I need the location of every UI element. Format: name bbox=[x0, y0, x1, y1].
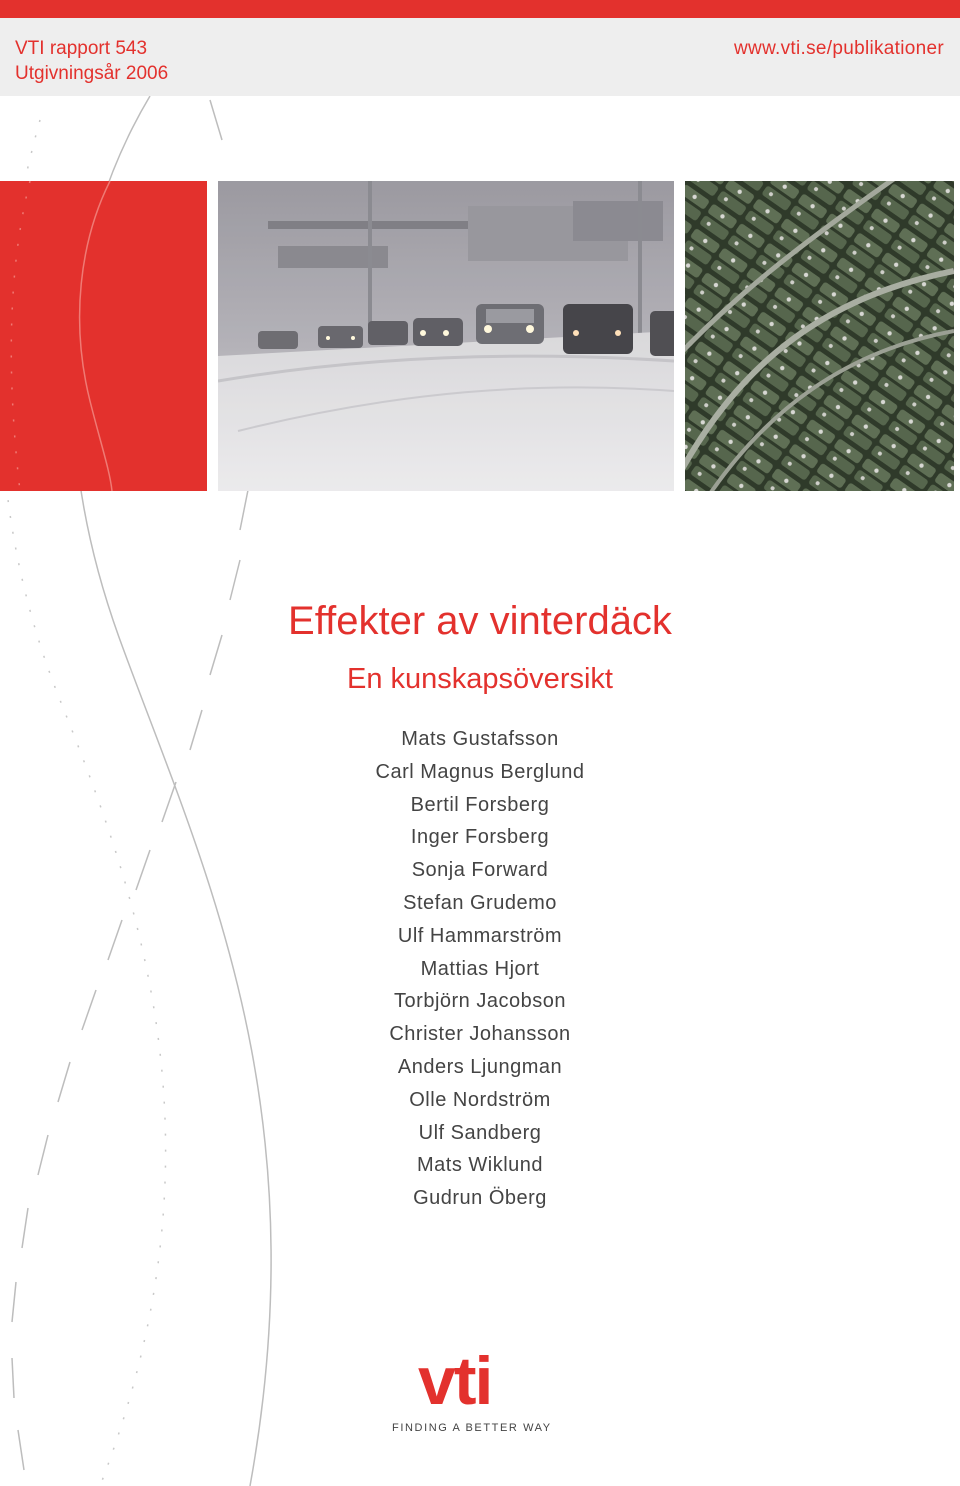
author-list bbox=[0, 723, 960, 1215]
author-name: Inger Forsberg bbox=[410, 826, 550, 849]
logo-wordmark: vti bbox=[418, 1343, 492, 1419]
top-red-bar bbox=[0, 0, 960, 18]
report-subtitle: En kunskapsöversikt bbox=[347, 663, 613, 695]
author-name: Mats Gustafsson bbox=[401, 728, 559, 750]
author-name: Stefan Grudemo bbox=[403, 891, 557, 914]
report-title: Effekter av vinterdäck bbox=[288, 599, 672, 643]
author-name: Torbjörn Jacobson bbox=[394, 990, 566, 1013]
vti-logo bbox=[392, 1343, 552, 1442]
red-accent-block bbox=[0, 181, 207, 491]
report-info bbox=[15, 36, 168, 86]
snowy-highway-photo bbox=[218, 181, 674, 491]
author-name: Sonja Forward bbox=[411, 859, 549, 882]
author-name: Mattias Hjort bbox=[420, 957, 540, 980]
author-name: Olle Nordström bbox=[409, 1088, 551, 1111]
author-name: Ulf Hammarström bbox=[397, 924, 563, 947]
publication-year: Utgivningsår 2006 bbox=[15, 63, 169, 84]
author-name: Mats Wiklund bbox=[416, 1154, 544, 1177]
studded-tire-tread-photo bbox=[685, 181, 954, 491]
author-name: Bertil Forsberg bbox=[410, 793, 550, 816]
author-name: Christer Johansson bbox=[389, 1023, 571, 1046]
author-name: Carl Magnus Berglund bbox=[375, 760, 585, 783]
author-name: Anders Ljungman bbox=[397, 1055, 563, 1078]
header bbox=[0, 18, 960, 96]
publications-url[interactable]: www.vti.se/publikationer bbox=[734, 38, 944, 59]
report-number: VTI rapport 543 bbox=[15, 38, 148, 59]
logo-tagline: FINDING A BETTER WAY bbox=[392, 1422, 552, 1434]
author-name: Ulf Sandberg bbox=[418, 1121, 542, 1144]
author-name: Gudrun Öberg bbox=[413, 1187, 547, 1210]
